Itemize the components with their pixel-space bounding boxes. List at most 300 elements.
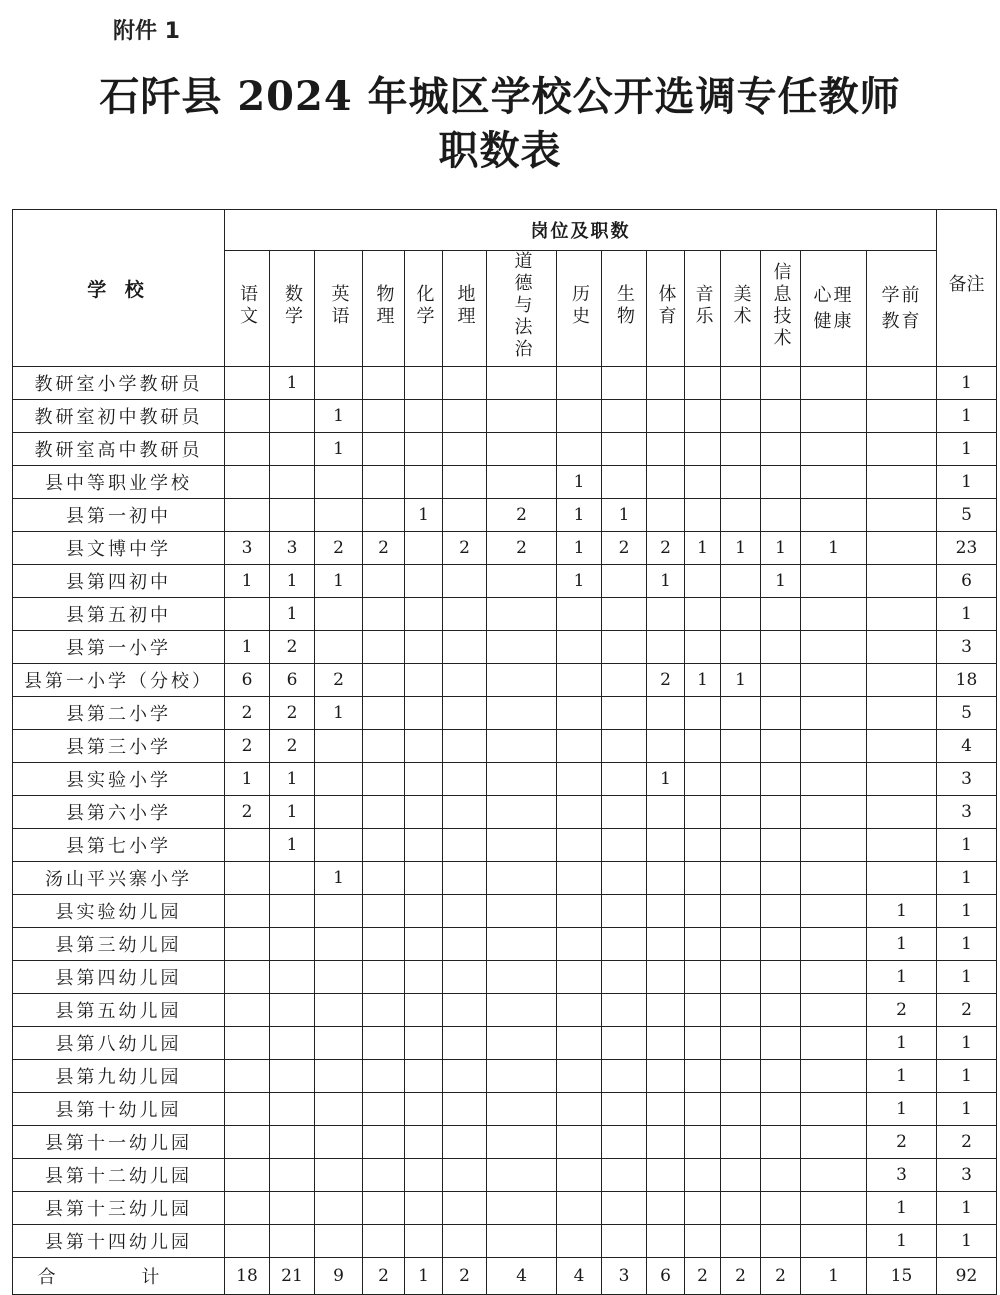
position-count-cell: [363, 664, 405, 697]
position-count-cell: [405, 1192, 443, 1225]
position-count-cell: [801, 1192, 867, 1225]
position-count-cell: [761, 499, 801, 532]
position-count-cell: [363, 829, 405, 862]
subject-header-label: 数学: [282, 284, 303, 328]
position-count-cell: [801, 367, 867, 400]
position-count-cell: [685, 928, 721, 961]
position-count-cell: [315, 796, 363, 829]
school-name: 县第十一幼儿园: [13, 1126, 225, 1159]
position-count-cell: [443, 631, 487, 664]
position-count-cell: [487, 367, 557, 400]
position-count-cell: [405, 664, 443, 697]
position-count-cell: [270, 961, 315, 994]
table-row: [13, 763, 997, 796]
school-name: 县第二小学: [13, 697, 225, 730]
position-count-cell: 1: [225, 631, 270, 664]
position-count-cell: [225, 1093, 270, 1126]
subject-header: [721, 251, 761, 367]
position-count-cell: [602, 1225, 647, 1258]
position-count-cell: [602, 598, 647, 631]
position-count-cell: [867, 730, 937, 763]
position-count-cell: 2: [685, 1258, 721, 1295]
table-body: [13, 367, 997, 1295]
position-count-cell: [721, 466, 761, 499]
position-count-cell: 2: [761, 1258, 801, 1295]
position-count-cell: [647, 1027, 685, 1060]
position-count-cell: [487, 1159, 557, 1192]
position-count-cell: 1: [867, 1093, 937, 1126]
position-count-cell: [225, 928, 270, 961]
position-count-cell: 1: [647, 565, 685, 598]
position-count-cell: 2: [867, 1126, 937, 1159]
note-cell: 1: [937, 928, 997, 961]
position-count-cell: [647, 994, 685, 1027]
note-cell: 1: [937, 961, 997, 994]
position-count-cell: 2: [363, 532, 405, 565]
position-count-cell: [363, 466, 405, 499]
position-count-cell: [685, 466, 721, 499]
position-count-cell: [761, 730, 801, 763]
note-cell: 1: [937, 1192, 997, 1225]
position-count-cell: [761, 1192, 801, 1225]
position-count-cell: [315, 631, 363, 664]
position-count-cell: [867, 796, 937, 829]
position-count-cell: [647, 961, 685, 994]
position-count-cell: [557, 1027, 602, 1060]
position-count-cell: [557, 994, 602, 1027]
position-count-cell: 1: [761, 532, 801, 565]
position-count-cell: 1: [270, 565, 315, 598]
position-count-cell: [721, 1192, 761, 1225]
position-count-cell: [602, 367, 647, 400]
position-count-cell: [685, 1027, 721, 1060]
subject-header-label: 心理健康: [813, 284, 854, 332]
position-count-cell: [315, 895, 363, 928]
position-count-cell: [801, 1060, 867, 1093]
title-line-1: 石阡县 2024 年城区学校公开选调专任教师: [99, 73, 901, 120]
table-row: [13, 664, 997, 697]
note-cell: 1: [937, 829, 997, 862]
position-count-cell: [685, 565, 721, 598]
position-count-cell: [761, 862, 801, 895]
position-count-cell: [721, 1126, 761, 1159]
position-count-cell: [602, 763, 647, 796]
subject-header-label: 地理: [454, 284, 476, 328]
position-count-cell: 1: [557, 466, 602, 499]
position-count-cell: [602, 730, 647, 763]
position-count-cell: [363, 1126, 405, 1159]
note-cell: 5: [937, 499, 997, 532]
position-count-cell: [801, 1225, 867, 1258]
position-count-cell: [405, 796, 443, 829]
subject-header-label: 生物: [614, 284, 635, 328]
position-count-cell: [685, 862, 721, 895]
position-count-cell: [801, 697, 867, 730]
position-count-cell: [867, 433, 937, 466]
position-count-cell: [721, 367, 761, 400]
position-count-cell: 2: [315, 532, 363, 565]
position-count-cell: [801, 565, 867, 598]
attachment-label: 附件 1: [113, 19, 180, 44]
position-count-cell: 1: [270, 829, 315, 862]
note-cell: 2: [937, 1126, 997, 1159]
subject-header-label: 道德与法治: [511, 251, 533, 361]
subject-header: [487, 251, 557, 367]
position-count-cell: [270, 1027, 315, 1060]
position-count-cell: 4: [487, 1258, 557, 1295]
position-count-cell: [685, 730, 721, 763]
positions-table: [12, 209, 997, 1295]
position-count-cell: [867, 697, 937, 730]
position-count-cell: [721, 433, 761, 466]
subject-header: [761, 251, 801, 367]
position-count-cell: [557, 400, 602, 433]
position-count-cell: 6: [270, 664, 315, 697]
position-count-cell: [315, 1126, 363, 1159]
position-count-cell: [443, 928, 487, 961]
position-count-cell: [647, 1126, 685, 1159]
subject-header: [867, 251, 937, 367]
position-count-cell: [761, 763, 801, 796]
school-name: 县第三幼儿园: [13, 928, 225, 961]
position-count-cell: [487, 466, 557, 499]
position-count-cell: [225, 598, 270, 631]
position-count-cell: [363, 1159, 405, 1192]
position-count-cell: [721, 862, 761, 895]
note-cell: 23: [937, 532, 997, 565]
position-count-cell: [685, 598, 721, 631]
position-count-cell: [443, 664, 487, 697]
position-count-cell: [602, 1027, 647, 1060]
position-count-cell: [721, 565, 761, 598]
table-row: [13, 598, 997, 631]
position-count-cell: [685, 1225, 721, 1258]
position-count-cell: [557, 598, 602, 631]
position-count-cell: [363, 961, 405, 994]
position-count-cell: [405, 367, 443, 400]
position-count-cell: [315, 1225, 363, 1258]
position-count-cell: [602, 1159, 647, 1192]
position-count-cell: [443, 763, 487, 796]
position-count-cell: [761, 895, 801, 928]
position-count-cell: [602, 631, 647, 664]
position-count-cell: [867, 499, 937, 532]
position-count-cell: [405, 763, 443, 796]
position-count-cell: [602, 565, 647, 598]
position-count-cell: 1: [315, 400, 363, 433]
position-count-cell: [443, 994, 487, 1027]
position-count-cell: [721, 829, 761, 862]
position-count-cell: 1: [721, 664, 761, 697]
position-count-cell: 2: [487, 499, 557, 532]
position-count-cell: [443, 862, 487, 895]
table-row: [13, 1126, 997, 1159]
school-name: 县第八幼儿园: [13, 1027, 225, 1060]
position-count-cell: [225, 1225, 270, 1258]
school-name: 县第十三幼儿园: [13, 1192, 225, 1225]
position-count-cell: [685, 994, 721, 1027]
position-count-cell: 2: [443, 532, 487, 565]
position-count-cell: [801, 400, 867, 433]
subject-header-label: 美术: [730, 284, 752, 328]
position-count-cell: [801, 598, 867, 631]
position-count-cell: [721, 499, 761, 532]
position-count-cell: 2: [487, 532, 557, 565]
position-count-cell: 1: [405, 499, 443, 532]
position-count-cell: [443, 499, 487, 532]
position-count-cell: [721, 631, 761, 664]
position-count-cell: [315, 367, 363, 400]
position-count-cell: [867, 763, 937, 796]
position-count-cell: [443, 895, 487, 928]
position-count-cell: [443, 565, 487, 598]
position-count-cell: [487, 763, 557, 796]
position-count-cell: [487, 433, 557, 466]
school-name: 教研室小学教研员: [13, 367, 225, 400]
position-count-cell: [405, 730, 443, 763]
position-count-cell: [647, 367, 685, 400]
position-count-cell: 1: [867, 928, 937, 961]
position-count-cell: [487, 1126, 557, 1159]
position-count-cell: [443, 1093, 487, 1126]
title-line-2: 职数表: [438, 127, 562, 174]
position-count-cell: 18: [225, 1258, 270, 1295]
subject-header: [647, 251, 685, 367]
position-count-cell: [225, 499, 270, 532]
position-count-cell: 21: [270, 1258, 315, 1295]
position-count-cell: [270, 895, 315, 928]
position-count-cell: [685, 829, 721, 862]
position-count-cell: [315, 499, 363, 532]
table-row: [13, 1192, 997, 1225]
school-name: 县第十四幼儿园: [13, 1225, 225, 1258]
subject-header-label: 历史: [569, 284, 590, 328]
position-count-cell: [443, 466, 487, 499]
position-count-cell: 1: [315, 433, 363, 466]
position-count-cell: 1: [270, 367, 315, 400]
position-count-cell: [602, 1060, 647, 1093]
school-name: 教研室高中教研员: [13, 433, 225, 466]
position-count-cell: [270, 466, 315, 499]
table-row: [13, 961, 997, 994]
position-count-cell: [363, 1192, 405, 1225]
position-count-cell: [761, 367, 801, 400]
subject-header-label: 学前教育: [881, 284, 922, 332]
position-count-cell: [363, 1225, 405, 1258]
position-count-cell: [685, 367, 721, 400]
position-count-cell: [557, 961, 602, 994]
school-name: 县第三小学: [13, 730, 225, 763]
position-count-cell: 2: [647, 532, 685, 565]
position-count-cell: 1: [557, 499, 602, 532]
position-count-cell: [405, 433, 443, 466]
position-count-cell: [270, 499, 315, 532]
position-count-cell: [647, 1093, 685, 1126]
position-count-cell: [721, 796, 761, 829]
table-row: [13, 1060, 997, 1093]
position-count-cell: [647, 499, 685, 532]
position-count-cell: [647, 697, 685, 730]
position-count-cell: [602, 697, 647, 730]
position-count-cell: [761, 466, 801, 499]
position-count-cell: [867, 862, 937, 895]
table-row: [13, 367, 997, 400]
position-count-cell: [315, 961, 363, 994]
school-name: 县第七小学: [13, 829, 225, 862]
position-count-cell: [405, 466, 443, 499]
position-count-cell: [721, 598, 761, 631]
note-cell: 1: [937, 400, 997, 433]
position-count-cell: [647, 631, 685, 664]
position-count-cell: [270, 1126, 315, 1159]
position-count-cell: [647, 928, 685, 961]
position-count-cell: [761, 796, 801, 829]
position-count-cell: [602, 895, 647, 928]
note-cell: 1: [937, 1225, 997, 1258]
position-count-cell: [225, 895, 270, 928]
position-count-cell: [225, 961, 270, 994]
table-row: [13, 1159, 997, 1192]
position-count-cell: [487, 631, 557, 664]
table-row: [13, 466, 997, 499]
position-count-cell: [602, 466, 647, 499]
position-count-cell: [761, 631, 801, 664]
table-row: [13, 631, 997, 664]
position-count-cell: [405, 598, 443, 631]
position-count-cell: [487, 1027, 557, 1060]
position-count-cell: [647, 400, 685, 433]
position-count-cell: [557, 862, 602, 895]
position-count-cell: [602, 400, 647, 433]
position-count-cell: [405, 862, 443, 895]
subject-header: [801, 251, 867, 367]
position-count-cell: [721, 895, 761, 928]
school-name: 县第十二幼儿园: [13, 1159, 225, 1192]
position-count-cell: 1: [685, 532, 721, 565]
position-count-cell: [721, 1060, 761, 1093]
position-count-cell: 2: [867, 994, 937, 1027]
position-count-cell: [315, 994, 363, 1027]
position-count-cell: [315, 1060, 363, 1093]
position-count-cell: 2: [363, 1258, 405, 1295]
table-row: [13, 532, 997, 565]
position-count-cell: [557, 697, 602, 730]
position-count-cell: [602, 829, 647, 862]
positions-group-header: 岗位及职数: [225, 210, 937, 251]
position-count-cell: [685, 400, 721, 433]
school-name: 县第四初中: [13, 565, 225, 598]
table-row: [13, 433, 997, 466]
table-row: [13, 895, 997, 928]
position-count-cell: [225, 994, 270, 1027]
position-count-cell: [602, 928, 647, 961]
position-count-cell: [363, 763, 405, 796]
school-name: 县第九幼儿园: [13, 1060, 225, 1093]
note-cell: 3: [937, 796, 997, 829]
position-count-cell: [443, 697, 487, 730]
note-cell: 5: [937, 697, 997, 730]
school-name: 县第一小学: [13, 631, 225, 664]
position-count-cell: [363, 499, 405, 532]
position-count-cell: 1: [270, 796, 315, 829]
subject-header: [225, 251, 270, 367]
position-count-cell: 1: [867, 1192, 937, 1225]
position-count-cell: [801, 1093, 867, 1126]
table-row: [13, 565, 997, 598]
school-name: 县第一初中: [13, 499, 225, 532]
position-count-cell: [443, 961, 487, 994]
note-cell: 6: [937, 565, 997, 598]
position-count-cell: 3: [270, 532, 315, 565]
position-count-cell: [487, 829, 557, 862]
note-cell: 1: [937, 1027, 997, 1060]
position-count-cell: [363, 1060, 405, 1093]
position-count-cell: [363, 598, 405, 631]
position-count-cell: [363, 400, 405, 433]
position-count-cell: [867, 466, 937, 499]
position-count-cell: 6: [647, 1258, 685, 1295]
position-count-cell: 2: [225, 697, 270, 730]
position-count-cell: [685, 1159, 721, 1192]
position-count-cell: [647, 895, 685, 928]
position-count-cell: [647, 1192, 685, 1225]
position-count-cell: [685, 1192, 721, 1225]
position-count-cell: 1: [761, 565, 801, 598]
position-count-cell: [225, 400, 270, 433]
position-count-cell: [557, 1159, 602, 1192]
position-count-cell: [761, 961, 801, 994]
position-count-cell: [602, 664, 647, 697]
position-count-cell: [867, 598, 937, 631]
position-count-cell: [405, 829, 443, 862]
position-count-cell: [867, 829, 937, 862]
position-count-cell: [363, 1027, 405, 1060]
note-cell: 3: [937, 763, 997, 796]
position-count-cell: [647, 796, 685, 829]
subject-header: [405, 251, 443, 367]
position-count-cell: [761, 829, 801, 862]
school-name: 县第五初中: [13, 598, 225, 631]
subject-header-label: 信息技术: [770, 262, 792, 350]
subject-header-label: 物理: [373, 284, 395, 328]
note-cell: 1: [937, 598, 997, 631]
position-count-cell: [602, 1192, 647, 1225]
position-count-cell: [315, 598, 363, 631]
position-count-cell: [685, 961, 721, 994]
position-count-cell: [487, 994, 557, 1027]
position-count-cell: [685, 433, 721, 466]
position-count-cell: [487, 664, 557, 697]
position-count-cell: [363, 433, 405, 466]
position-count-cell: [225, 1192, 270, 1225]
position-count-cell: [315, 1159, 363, 1192]
position-count-cell: [405, 565, 443, 598]
position-count-cell: [487, 895, 557, 928]
position-count-cell: [487, 928, 557, 961]
subject-header-label: 化学: [413, 284, 435, 328]
position-count-cell: [685, 1093, 721, 1126]
position-count-cell: 4: [557, 1258, 602, 1295]
position-count-cell: 1: [867, 1225, 937, 1258]
note-cell: 1: [937, 367, 997, 400]
position-count-cell: [270, 1060, 315, 1093]
position-count-cell: [487, 1093, 557, 1126]
position-count-cell: [405, 994, 443, 1027]
position-count-cell: [270, 994, 315, 1027]
position-count-cell: [443, 598, 487, 631]
position-count-cell: [315, 829, 363, 862]
position-count-cell: 2: [270, 730, 315, 763]
